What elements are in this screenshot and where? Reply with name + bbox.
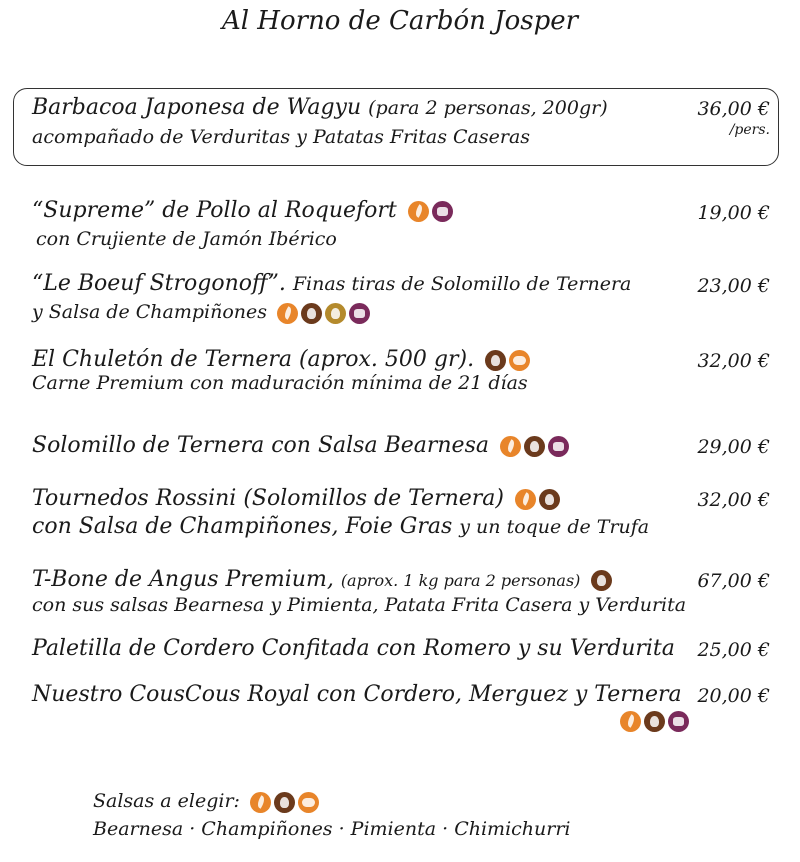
item-title: “Supreme” de Pollo al Roquefort [32,198,397,223]
sauces-label: Salsas a elegir: [93,790,240,812]
allergen-egg-icon [485,350,506,371]
menu-item-name [32,198,453,223]
allergen-egg-icon [274,792,295,813]
allergen-egg-icon [524,436,545,457]
allergen-icons [500,436,569,457]
allergen-mustard-icon [509,350,530,371]
allergen-gluten-icon [277,303,298,324]
item-price: 25,00 € [697,639,770,661]
featured-desc: acompañado de Verduritas y Patatas Fritas Caseras [32,126,531,148]
menu-item-name [32,271,631,296]
allergen-gluten-icon [250,792,271,813]
menu-item-name: Nuestro CousCous Royal con Cordero, Merguez y Ternera [32,682,682,707]
item-price: 29,00 € [697,436,770,458]
featured-detail: (para 2 personas, 200gr) [368,97,608,119]
item-description: y Salsa de Champiñones [32,301,268,323]
allergen-egg-icon [591,570,612,591]
item-description-line [32,301,370,324]
allergen-icons [620,711,689,732]
item-description: con Crujiente de Jamón Ibérico [36,228,337,250]
sauces-list: Bearnesa · Champiñones · Pimienta · Chimichurri [93,818,571,840]
item-title: “Le Boeuf Strogonoff”. [32,271,286,296]
allergen-icons [250,792,319,813]
allergen-icons [515,489,560,510]
item-price: 19,00 € [697,202,770,224]
item-price: 67,00 € [697,570,770,592]
item-price: 32,00 € [697,489,770,511]
allergen-icons [408,201,453,222]
featured-name-line [32,95,608,120]
item-price: 20,00 € [697,685,770,707]
menu-item-name [32,567,612,592]
item-description-line [32,514,649,539]
item-description: con sus salsas Bearnesa y Pimienta, Patata Frita Casera y Verdurita [32,594,687,616]
featured-unit: /pers. [729,122,770,138]
item-price: 23,00 € [697,275,770,297]
allergen-icon-group [620,711,689,732]
item-description: con Salsa de Champiñones, Foie Gras [32,514,453,539]
allergen-gluten-icon [408,201,429,222]
allergen-celery-icon [325,303,346,324]
item-title: Tournedos Rossini (Solomillos de Ternera) [32,486,505,511]
menu-item-name [32,433,569,458]
allergen-egg-icon [644,711,665,732]
allergen-icons [591,570,612,591]
menu-item-name: Paletilla de Cordero Confitada con Romero y su Verdurita [32,636,675,661]
allergen-dairy-icon [432,201,453,222]
allergen-icons [277,303,370,324]
item-title: El Chuletón de Ternera (aprox. 500 gr). [32,347,475,372]
allergen-dairy-icon [548,436,569,457]
item-price: 32,00 € [697,350,770,372]
featured-name: Barbacoa Japonesa de Wagyu [32,95,362,120]
menu-item-name [32,347,530,372]
allergen-egg-icon [539,489,560,510]
allergen-dairy-icon [668,711,689,732]
allergen-gluten-icon [515,489,536,510]
item-title: T-Bone de Angus Premium, [32,567,334,592]
page-title: Al Horno de Carbón Josper [221,6,579,36]
item-title: Solomillo de Ternera con Salsa Bearnesa [32,433,489,458]
item-description-tail: y un toque de Trufa [459,516,650,538]
sauces-label-line [93,790,319,813]
item-description: Carne Premium con maduración mínima de 21 días [32,372,528,394]
allergen-gluten-icon [500,436,521,457]
item-title-detail: (aprox. 1 kg para 2 personas) [340,571,581,590]
allergen-dairy-icon [349,303,370,324]
allergen-gluten-icon [620,711,641,732]
allergen-icons [485,350,530,371]
menu-item-name [32,486,560,511]
allergen-egg-icon [301,303,322,324]
featured-price: 36,00 € [697,98,770,120]
item-title-detail: Finas tiras de Solomillo de Ternera [292,273,632,295]
allergen-mustard-icon [298,792,319,813]
